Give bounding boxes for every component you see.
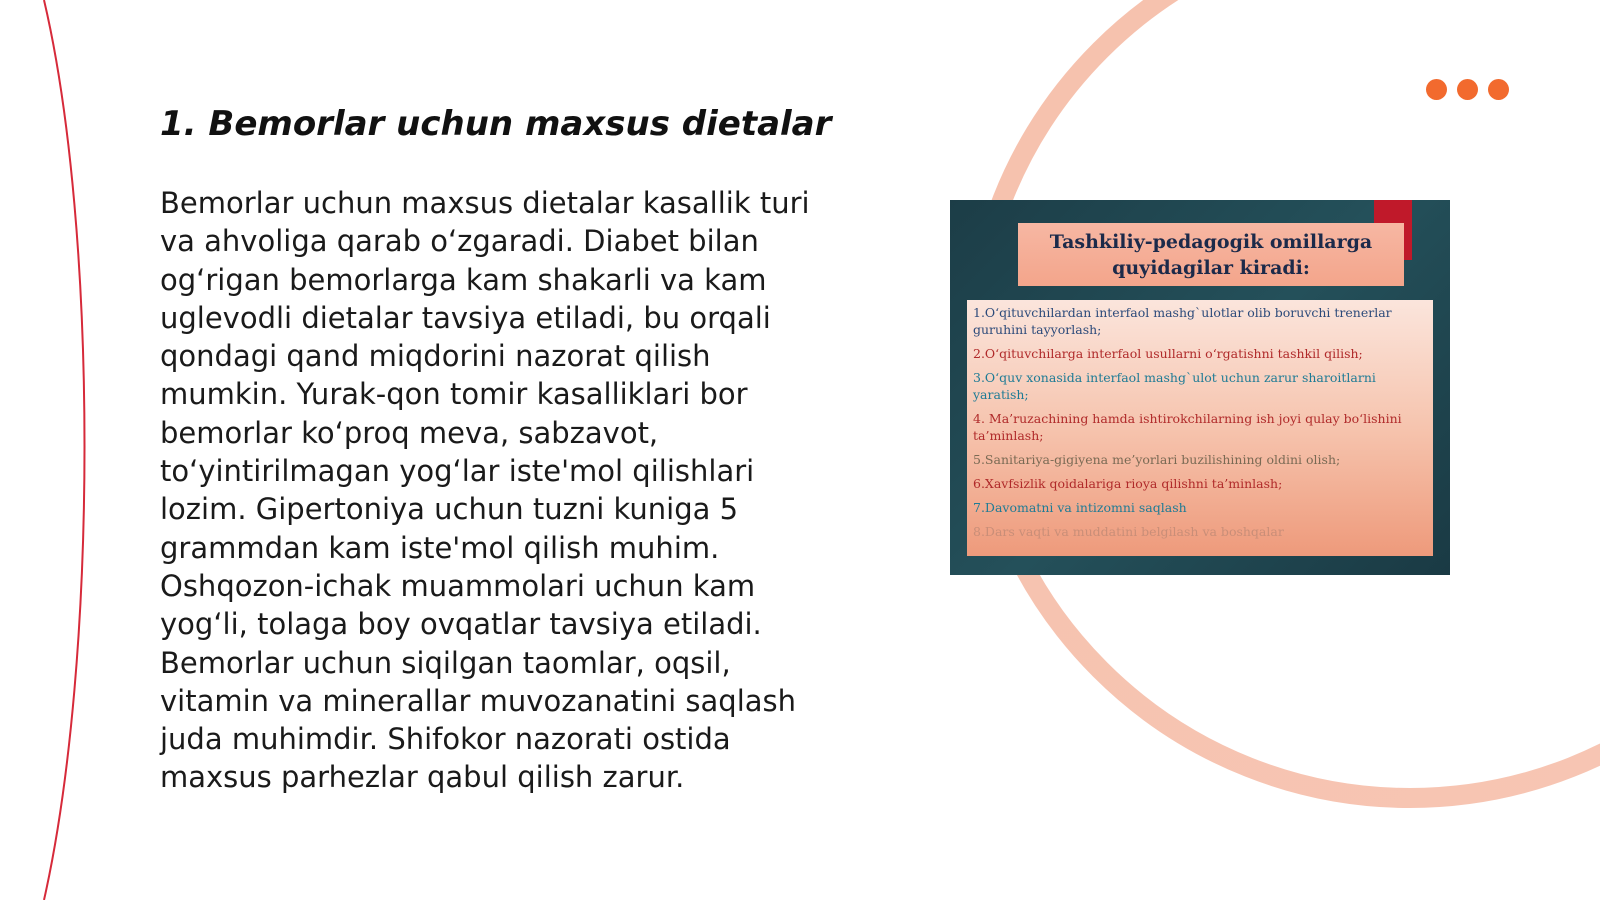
- left-accent-line: [44, 0, 85, 900]
- inset-image: [950, 200, 1450, 575]
- dot: [1426, 79, 1447, 100]
- inset-header-line2: quyidagilar kiradi:: [1112, 256, 1310, 279]
- list-item: 2.O‘qituvchilarga interfaol usullarni o‘rgatishni tashkil qilish;: [973, 346, 1363, 361]
- list-item: 8.Dars vaqti va muddatini belgilash va boshqalar: [973, 524, 1284, 539]
- inset-header-text: [1050, 229, 1372, 281]
- list-item: 7.Davomatni va intizomni saqlash: [973, 500, 1187, 515]
- inset-list: [967, 300, 1433, 556]
- list-item: 5.Sanitariya-gigiyena me’yorlari buzilishining oldini olish;: [973, 452, 1341, 467]
- slide-body-text: Bemorlar uchun maxsus dietalar kasallik turi va ahvoliga qarab o‘zgaradi. Diabet bilan og‘rigan bemorlarga kam shakarli va kam uglevodli dietalar tavsiya etiladi, bu orqali qondagi qand miqdorini nazorat qilish mumkin. Yurak-qon tomir kasalliklari bor bemorlar ko‘proq meva, sabzavot, to‘yintirilmagan yog‘lar iste'mol qilishlari lozim. Gipertoniya uchun tuzni kuniga 5 grammdan kam iste'mol qilish muhim. Oshqozon-ichak muammolari uchun kam yog‘li, tolaga boy ovqatlar tavsiya etiladi. Bemorlar uchun siqilgan taomlar, oqsil, vitamin va minerallar muvozanatini saqlash juda muhimdir. Shifokor nazorati ostida maxsus parhezlar qabul qilish zarur.: [160, 186, 810, 795]
- dot: [1488, 79, 1509, 100]
- list-item: 6.Xavfsizlik qoidalariga rioya qilishni ta’minlash;: [973, 476, 1283, 491]
- inset-header-line1: Tashkiliy-pedagogik omillarga: [1049, 230, 1373, 253]
- list-item: 3.O‘quv xonasida interfaol mashg`ulot uchun zarur sharoitlarni yaratish;: [973, 370, 1376, 402]
- slide-title: 1. Bemorlar uchun maxsus dietalar: [160, 104, 832, 144]
- list-item: 1.O‘qituvchilardan interfaol mashg`ulotlar olib boruvchi trenerlar guruhini tayyorlash;: [973, 305, 1392, 337]
- list-item: 4. Ma’ruzachining hamda ishtirokchilarning ish joyi qulay bo‘lishini ta’minlash;: [973, 411, 1402, 443]
- inset-header: [1018, 223, 1404, 286]
- menu-dots-icon: [1426, 79, 1509, 100]
- dot: [1457, 79, 1478, 100]
